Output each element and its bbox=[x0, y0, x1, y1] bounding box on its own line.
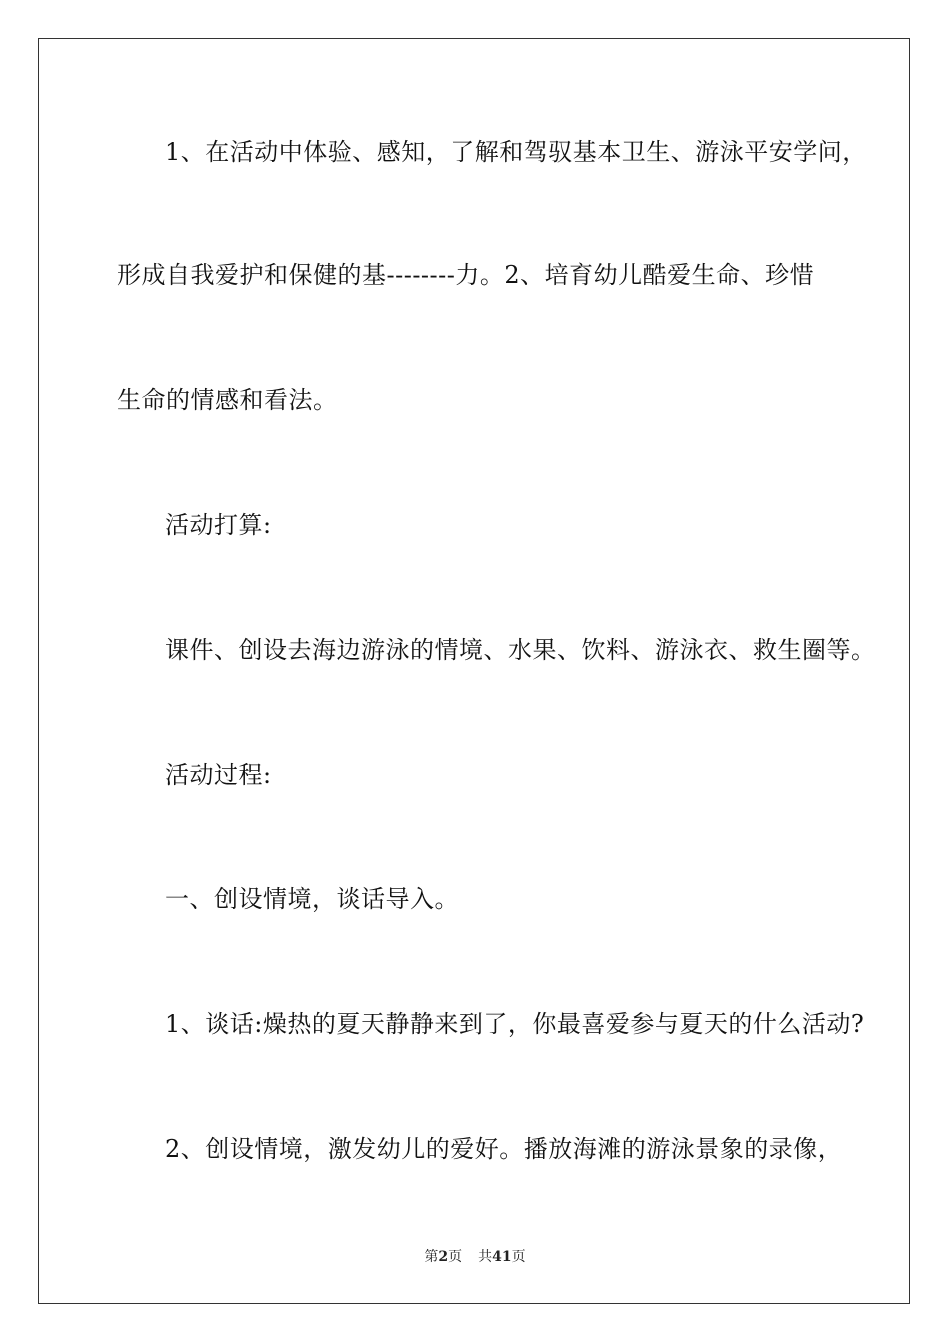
page-footer bbox=[0, 1248, 950, 1266]
footer-total-pages: 41 bbox=[492, 1249, 512, 1265]
footer-page-suffix: 页 bbox=[448, 1249, 463, 1265]
body-line-materials: 课件、创设去海边游泳的情境、水果、饮料、游泳衣、救生圈等。 bbox=[165, 636, 876, 664]
body-line-talk: 1、谈话:燥热的夏天静静来到了，你最喜爱参与夏天的什么活动? bbox=[165, 1010, 865, 1038]
body-line-2: 形成自我爱护和保健的基--------力。2、培育幼儿酷爱生命、珍惜 bbox=[117, 261, 815, 289]
footer-total-prefix: 共 bbox=[478, 1249, 493, 1265]
body-line-scenario: 2、创设情境，激发幼儿的爱好。播放海滩的游泳景象的录像， bbox=[165, 1135, 843, 1163]
page-border bbox=[38, 38, 910, 1304]
body-line-3: 生命的情感和看法。 bbox=[117, 386, 338, 414]
section-heading-process: 活动过程: bbox=[165, 761, 272, 789]
footer-total-suffix: 页 bbox=[511, 1249, 526, 1265]
section-heading-preparation: 活动打算: bbox=[165, 511, 272, 539]
footer-page-prefix: 第 bbox=[424, 1249, 439, 1265]
step-heading-1: 一、创设情境，谈话导入。 bbox=[165, 885, 459, 913]
footer-page-number: 2 bbox=[438, 1249, 449, 1265]
body-line-1: 1、在活动中体验、感知，了解和驾驭基本卫生、游泳平安学问， bbox=[165, 138, 867, 166]
